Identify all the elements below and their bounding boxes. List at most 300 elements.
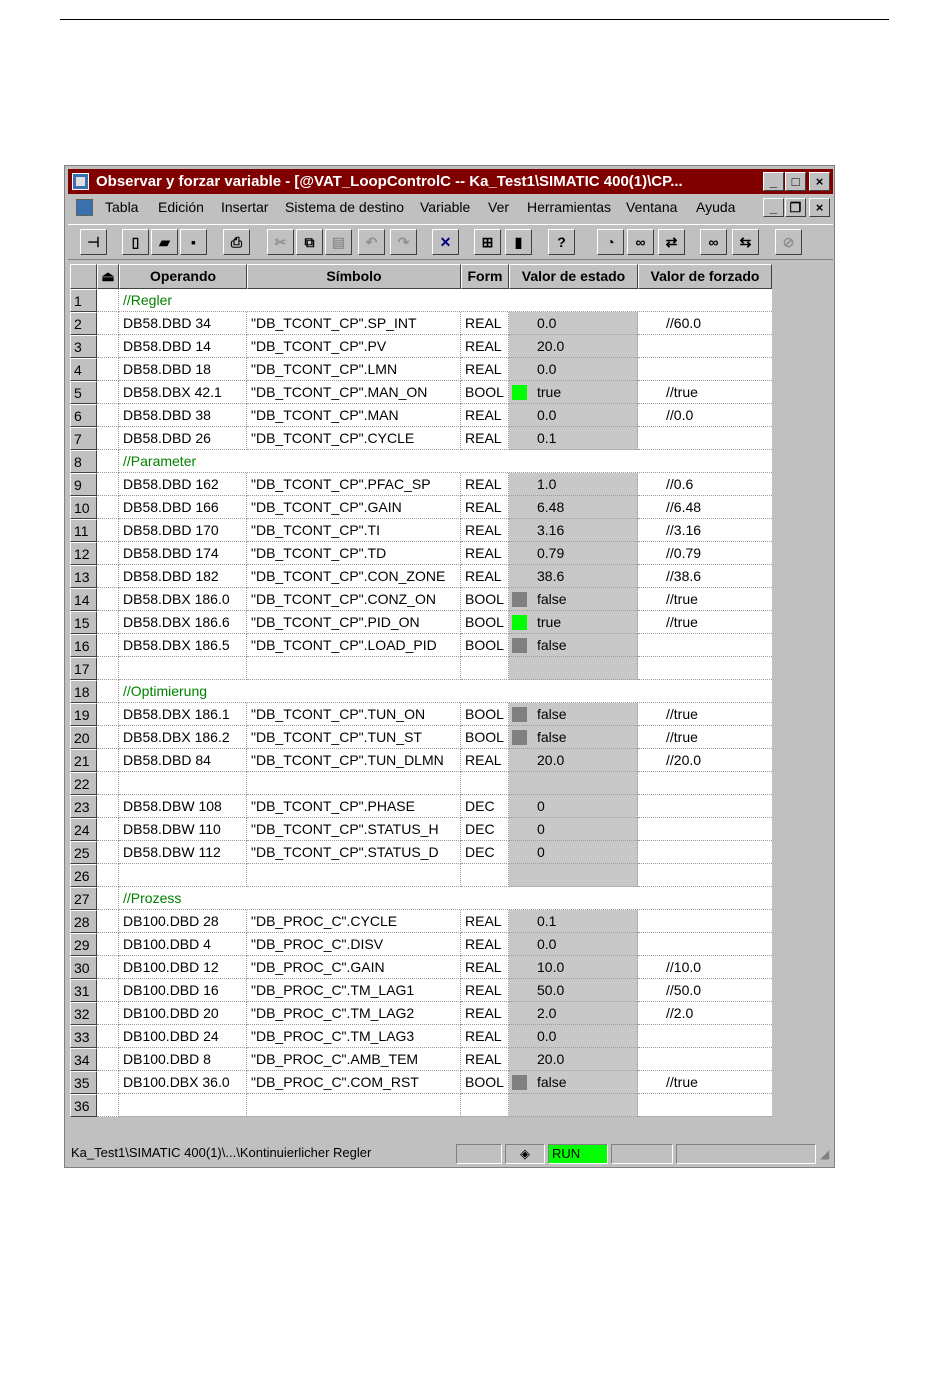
row-selector[interactable] xyxy=(97,289,119,312)
table-row[interactable] xyxy=(70,703,772,726)
doc-minimize-button[interactable]: _ xyxy=(763,198,784,217)
row-selector[interactable] xyxy=(97,887,119,910)
row-number[interactable]: 2 xyxy=(70,312,97,335)
operand-cell[interactable]: DB58.DBX 186.5 xyxy=(119,634,247,657)
row-number[interactable]: 8 xyxy=(70,450,97,473)
force-value-cell[interactable]: //true xyxy=(638,611,772,634)
row-selector[interactable] xyxy=(97,450,119,473)
row-number[interactable]: 15 xyxy=(70,611,97,634)
row-number[interactable]: 34 xyxy=(70,1048,97,1071)
row-comment[interactable]: //Regler xyxy=(119,289,772,312)
row-selector[interactable] xyxy=(97,979,119,1002)
force-value-cell[interactable]: //true xyxy=(638,703,772,726)
row-comment[interactable]: //Parameter xyxy=(119,450,772,473)
symbol-cell[interactable]: "DB_TCONT_CP".TUN_ON xyxy=(247,703,461,726)
force-value-cell[interactable] xyxy=(638,335,772,358)
symbol-cell[interactable] xyxy=(247,772,461,795)
operand-cell[interactable]: DB58.DBW 110 xyxy=(119,818,247,841)
operand-cell[interactable]: DB58.DBW 112 xyxy=(119,841,247,864)
row-selector[interactable] xyxy=(97,404,119,427)
copy-icon[interactable]: ⧉ xyxy=(296,229,323,255)
table-row[interactable] xyxy=(70,611,772,634)
row-number[interactable]: 36 xyxy=(70,1094,97,1117)
undo-icon[interactable]: ↶ xyxy=(358,229,385,255)
operand-cell[interactable] xyxy=(119,772,247,795)
operand-cell[interactable]: DB58.DBX 186.0 xyxy=(119,588,247,611)
symbol-cell[interactable]: "DB_PROC_C".AMB_TEM xyxy=(247,1048,461,1071)
table-row[interactable] xyxy=(70,749,772,772)
row-selector[interactable] xyxy=(97,381,119,404)
force-value-cell[interactable]: //38.6 xyxy=(638,565,772,588)
format-cell[interactable]: REAL xyxy=(461,910,509,933)
force-value-cell[interactable] xyxy=(638,1025,772,1048)
new-file-icon[interactable]: ▯ xyxy=(122,229,149,255)
table-row[interactable] xyxy=(70,910,772,933)
row-selector[interactable] xyxy=(97,956,119,979)
status-value-cell xyxy=(509,657,638,680)
force-value-cell[interactable]: //0.0 xyxy=(638,404,772,427)
format-cell[interactable]: DEC xyxy=(461,795,509,818)
format-cell[interactable]: BOOL xyxy=(461,611,509,634)
header-format[interactable]: Form xyxy=(461,264,509,289)
header-status-value[interactable]: Valor de estado xyxy=(509,264,638,289)
row-comment[interactable]: //Optimierung xyxy=(119,680,772,703)
format-cell[interactable]: REAL xyxy=(461,473,509,496)
operand-cell[interactable] xyxy=(119,657,247,680)
force-value-cell[interactable] xyxy=(638,657,772,680)
menu-edicion[interactable]: Edición xyxy=(158,199,204,215)
table-row[interactable] xyxy=(70,542,772,565)
row-number[interactable]: 22 xyxy=(70,772,97,795)
row-number[interactable]: 33 xyxy=(70,1025,97,1048)
row-number[interactable]: 9 xyxy=(70,473,97,496)
symbol-cell[interactable]: "DB_TCONT_CP".MAN_ON xyxy=(247,381,461,404)
operand-cell[interactable]: DB58.DBD 162 xyxy=(119,473,247,496)
table-row[interactable] xyxy=(70,519,772,542)
symbol-cell[interactable] xyxy=(247,657,461,680)
force-value-cell[interactable] xyxy=(638,795,772,818)
symbol-cell[interactable]: "DB_PROC_C".GAIN xyxy=(247,956,461,979)
force-value-cell[interactable]: //10.0 xyxy=(638,956,772,979)
force-value-cell[interactable]: //6.48 xyxy=(638,496,772,519)
symbol-cell[interactable]: "DB_TCONT_CP".TUN_DLMN xyxy=(247,749,461,772)
symbol-cell[interactable]: "DB_PROC_C".COM_RST xyxy=(247,1071,461,1094)
operand-cell[interactable] xyxy=(119,1094,247,1117)
toolbar xyxy=(68,224,833,260)
operand-cell[interactable]: DB58.DBD 182 xyxy=(119,565,247,588)
row-selector[interactable] xyxy=(97,496,119,519)
row-selector[interactable] xyxy=(97,427,119,450)
save-icon[interactable]: ▪ xyxy=(180,229,207,255)
row-number[interactable]: 11 xyxy=(70,519,97,542)
format-cell[interactable]: REAL xyxy=(461,749,509,772)
operand-cell[interactable]: DB58.DBD 84 xyxy=(119,749,247,772)
menu-variable[interactable]: Variable xyxy=(420,199,471,215)
operand-cell[interactable]: DB58.DBD 34 xyxy=(119,312,247,335)
operand-cell[interactable]: DB58.DBX 186.6 xyxy=(119,611,247,634)
row-selector[interactable] xyxy=(97,1025,119,1048)
format-cell[interactable]: DEC xyxy=(461,818,509,841)
pin-icon[interactable]: ⊣ xyxy=(80,229,107,255)
format-cell[interactable]: REAL xyxy=(461,565,509,588)
symbol-cell[interactable]: "DB_TCONT_CP".PFAC_SP xyxy=(247,473,461,496)
symbol-cell[interactable]: "DB_TCONT_CP".TUN_ST xyxy=(247,726,461,749)
operand-cell[interactable]: DB58.DBD 14 xyxy=(119,335,247,358)
format-cell[interactable] xyxy=(461,1094,509,1117)
format-cell[interactable]: REAL xyxy=(461,956,509,979)
symbol-cell[interactable]: "DB_TCONT_CP".CYCLE xyxy=(247,427,461,450)
force-value-cell[interactable] xyxy=(638,1094,772,1117)
close-button[interactable]: × xyxy=(809,172,830,191)
force-value-cell[interactable] xyxy=(638,818,772,841)
menu-sistema-de-destino[interactable]: Sistema de destino xyxy=(285,199,405,215)
status-value-cell: 38.6 xyxy=(509,565,638,588)
row-number[interactable]: 27 xyxy=(70,887,97,910)
redo-icon[interactable]: ↷ xyxy=(390,229,417,255)
format-cell[interactable]: REAL xyxy=(461,519,509,542)
bool-state-indicator xyxy=(512,730,527,745)
force-icon[interactable]: ⇆ xyxy=(732,229,759,255)
row-selector[interactable] xyxy=(97,312,119,335)
symbol-cell[interactable]: "DB_PROC_C".TM_LAG2 xyxy=(247,1002,461,1025)
app-icon xyxy=(72,173,89,190)
status-value-cell: true xyxy=(509,611,638,634)
format-cell[interactable] xyxy=(461,772,509,795)
status-value-cell xyxy=(509,1094,638,1117)
operand-cell[interactable]: DB58.DBW 108 xyxy=(119,795,247,818)
symbol-cell[interactable]: "DB_TCONT_CP".STATUS_D xyxy=(247,841,461,864)
format-cell[interactable]: BOOL xyxy=(461,1071,509,1094)
format-cell[interactable]: REAL xyxy=(461,358,509,381)
symbol-cell[interactable]: "DB_TCONT_CP".GAIN xyxy=(247,496,461,519)
symbol-cell[interactable] xyxy=(247,864,461,887)
glasses-icon[interactable]: ∞ xyxy=(627,229,654,255)
format-cell[interactable]: BOOL xyxy=(461,703,509,726)
symbol-cell[interactable] xyxy=(247,1094,461,1117)
row-number[interactable]: 25 xyxy=(70,841,97,864)
symbol-cell[interactable]: "DB_PROC_C".TM_LAG3 xyxy=(247,1025,461,1048)
symbol-cell[interactable]: "DB_TCONT_CP".MAN xyxy=(247,404,461,427)
force-value-cell[interactable]: //true xyxy=(638,381,772,404)
table-row[interactable] xyxy=(70,289,772,312)
row-selector[interactable] xyxy=(97,542,119,565)
operand-cell[interactable] xyxy=(119,864,247,887)
symbol-cell[interactable]: "DB_PROC_C".CYCLE xyxy=(247,910,461,933)
row-selector[interactable] xyxy=(97,473,119,496)
status-bar xyxy=(68,1143,833,1165)
status-value-cell: false xyxy=(509,1071,638,1094)
format-cell[interactable]: BOOL xyxy=(461,726,509,749)
operand-cell[interactable]: DB58.DBX 186.1 xyxy=(119,703,247,726)
table-row[interactable] xyxy=(70,933,772,956)
row-selector[interactable] xyxy=(97,588,119,611)
format-cell[interactable]: REAL xyxy=(461,1048,509,1071)
row-number[interactable]: 26 xyxy=(70,864,97,887)
row-selector[interactable] xyxy=(97,519,119,542)
row-number[interactable]: 12 xyxy=(70,542,97,565)
force-value-cell[interactable] xyxy=(638,1048,772,1071)
table-row[interactable] xyxy=(70,841,772,864)
format-cell[interactable]: REAL xyxy=(461,933,509,956)
variable-table xyxy=(70,264,772,1116)
format-cell[interactable]: REAL xyxy=(461,312,509,335)
row-number[interactable]: 17 xyxy=(70,657,97,680)
row-selector[interactable] xyxy=(97,657,119,680)
symbol-cell[interactable]: "DB_TCONT_CP".LOAD_PID xyxy=(247,634,461,657)
table-row[interactable] xyxy=(70,680,772,703)
row-number[interactable]: 29 xyxy=(70,933,97,956)
doc-close-button[interactable]: × xyxy=(809,198,830,217)
format-cell[interactable]: DEC xyxy=(461,841,509,864)
force-value-cell[interactable] xyxy=(638,634,772,657)
row-number[interactable]: 19 xyxy=(70,703,97,726)
force-value-cell[interactable]: //2.0 xyxy=(638,1002,772,1025)
row-number[interactable]: 21 xyxy=(70,749,97,772)
row-selector[interactable] xyxy=(97,933,119,956)
symbol-cell[interactable]: "DB_PROC_C".DISV xyxy=(247,933,461,956)
network-icon[interactable]: ⊞ xyxy=(474,229,501,255)
format-cell[interactable]: REAL xyxy=(461,979,509,1002)
row-selector[interactable] xyxy=(97,795,119,818)
table-row[interactable] xyxy=(70,726,772,749)
table-row[interactable] xyxy=(70,450,772,473)
format-cell[interactable]: BOOL xyxy=(461,588,509,611)
operand-cell[interactable]: DB100.DBX 36.0 xyxy=(119,1071,247,1094)
row-number[interactable]: 31 xyxy=(70,979,97,1002)
row-number[interactable]: 14 xyxy=(70,588,97,611)
maximize-button[interactable]: □ xyxy=(785,172,806,191)
menu-ventana[interactable]: Ventana xyxy=(626,199,678,215)
menu-herramientas[interactable]: Herramientas xyxy=(527,199,612,215)
symbol-cell[interactable]: "DB_TCONT_CP".TD xyxy=(247,542,461,565)
row-selector[interactable] xyxy=(97,818,119,841)
force-value-cell[interactable]: //20.0 xyxy=(638,749,772,772)
table-row[interactable] xyxy=(70,1094,772,1117)
format-cell[interactable]: REAL xyxy=(461,542,509,565)
format-cell[interactable]: REAL xyxy=(461,496,509,519)
row-selector[interactable] xyxy=(97,335,119,358)
trigger-icon[interactable]: ⇄ xyxy=(658,229,685,255)
operand-cell[interactable]: DB100.DBD 24 xyxy=(119,1025,247,1048)
format-cell[interactable]: REAL xyxy=(461,1002,509,1025)
monitor-value-icon[interactable]: ∞ xyxy=(700,229,727,255)
table-row[interactable] xyxy=(70,818,772,841)
force-value-cell[interactable] xyxy=(638,772,772,795)
resize-grip-icon[interactable]: ◢ xyxy=(820,1147,830,1161)
cut-icon[interactable]: ✂ xyxy=(267,229,294,255)
row-selector[interactable] xyxy=(97,358,119,381)
operand-cell[interactable]: DB100.DBD 4 xyxy=(119,933,247,956)
force-value-cell[interactable]: //true xyxy=(638,1071,772,1094)
paste-icon[interactable]: ▤ xyxy=(325,229,352,255)
symbol-cell[interactable]: "DB_TCONT_CP".CON_ZONE xyxy=(247,565,461,588)
table-row[interactable] xyxy=(70,335,772,358)
format-cell[interactable]: REAL xyxy=(461,404,509,427)
table-row[interactable] xyxy=(70,634,772,657)
row-number[interactable]: 7 xyxy=(70,427,97,450)
delete-icon[interactable]: ✕ xyxy=(432,229,459,255)
operand-cell[interactable]: DB100.DBD 20 xyxy=(119,1002,247,1025)
row-number[interactable]: 35 xyxy=(70,1071,97,1094)
operand-cell[interactable]: DB100.DBD 8 xyxy=(119,1048,247,1071)
row-number[interactable]: 13 xyxy=(70,565,97,588)
symbol-cell[interactable]: "DB_TCONT_CP".LMN xyxy=(247,358,461,381)
operand-cell[interactable]: DB58.DBX 186.2 xyxy=(119,726,247,749)
symbol-cell[interactable]: "DB_TCONT_CP".TI xyxy=(247,519,461,542)
symbol-cell[interactable]: "DB_TCONT_CP".STATUS_H xyxy=(247,818,461,841)
row-selector[interactable] xyxy=(97,864,119,887)
table-row[interactable] xyxy=(70,473,772,496)
row-selector[interactable] xyxy=(97,611,119,634)
symbol-cell[interactable]: "DB_TCONT_CP".PID_ON xyxy=(247,611,461,634)
row-number[interactable]: 5 xyxy=(70,381,97,404)
force-off-icon[interactable]: ⊘ xyxy=(775,229,802,255)
operand-cell[interactable]: DB58.DBD 18 xyxy=(119,358,247,381)
header-operand[interactable]: Operando xyxy=(119,264,247,289)
format-cell[interactable]: BOOL xyxy=(461,634,509,657)
table-row[interactable] xyxy=(70,1002,772,1025)
open-folder-icon[interactable]: ▰ xyxy=(151,229,178,255)
force-value-cell[interactable] xyxy=(638,427,772,450)
symbol-cell[interactable]: "DB_TCONT_CP".PHASE xyxy=(247,795,461,818)
table-row[interactable] xyxy=(70,404,772,427)
status-value-cell: 20.0 xyxy=(509,1048,638,1071)
row-selector[interactable] xyxy=(97,1071,119,1094)
row-selector[interactable] xyxy=(97,1002,119,1025)
header-force-value[interactable]: Valor de forzado xyxy=(638,264,772,289)
force-value-cell[interactable] xyxy=(638,841,772,864)
table-row[interactable] xyxy=(70,795,772,818)
row-number[interactable]: 6 xyxy=(70,404,97,427)
symbol-cell[interactable]: "DB_TCONT_CP".CONZ_ON xyxy=(247,588,461,611)
row-selector[interactable] xyxy=(97,772,119,795)
operand-cell[interactable]: DB58.DBD 170 xyxy=(119,519,247,542)
table-row[interactable] xyxy=(70,657,772,680)
row-number[interactable]: 28 xyxy=(70,910,97,933)
symbol-cell[interactable]: "DB_TCONT_CP".SP_INT xyxy=(247,312,461,335)
table-row[interactable] xyxy=(70,358,772,381)
row-number[interactable]: 20 xyxy=(70,726,97,749)
force-value-cell[interactable]: //0.6 xyxy=(638,473,772,496)
table-row[interactable] xyxy=(70,956,772,979)
row-number[interactable]: 1 xyxy=(70,289,97,312)
table-row[interactable] xyxy=(70,772,772,795)
table-row[interactable] xyxy=(70,381,772,404)
force-value-cell[interactable]: //60.0 xyxy=(638,312,772,335)
force-value-cell[interactable]: //3.16 xyxy=(638,519,772,542)
force-value-cell[interactable] xyxy=(638,864,772,887)
force-value-cell[interactable] xyxy=(638,910,772,933)
help-pointer-icon[interactable]: ? xyxy=(548,229,575,255)
force-value-cell[interactable]: //50.0 xyxy=(638,979,772,1002)
format-cell[interactable] xyxy=(461,657,509,680)
row-number[interactable]: 24 xyxy=(70,818,97,841)
operand-cell[interactable]: DB58.DBD 166 xyxy=(119,496,247,519)
format-cell[interactable] xyxy=(461,864,509,887)
row-selector[interactable] xyxy=(97,726,119,749)
status-field-3 xyxy=(676,1144,816,1164)
menu-insertar[interactable]: Insertar xyxy=(221,199,269,215)
table-row[interactable] xyxy=(70,864,772,887)
symbol-cell[interactable]: "DB_TCONT_CP".PV xyxy=(247,335,461,358)
format-cell[interactable]: BOOL xyxy=(461,381,509,404)
format-cell[interactable]: REAL xyxy=(461,427,509,450)
status-value-cell: 0.79 xyxy=(509,542,638,565)
row-selector[interactable] xyxy=(97,841,119,864)
print-icon[interactable]: ⎙ xyxy=(223,229,250,255)
row-number[interactable]: 18 xyxy=(70,680,97,703)
table-row[interactable] xyxy=(70,312,772,335)
table-row[interactable] xyxy=(70,887,772,910)
row-number[interactable]: 3 xyxy=(70,335,97,358)
force-value-cell[interactable] xyxy=(638,933,772,956)
row-number[interactable]: 16 xyxy=(70,634,97,657)
row-number[interactable]: 23 xyxy=(70,795,97,818)
symbol-cell[interactable]: "DB_PROC_C".TM_LAG1 xyxy=(247,979,461,1002)
operand-cell[interactable]: DB58.DBD 26 xyxy=(119,427,247,450)
operand-cell[interactable]: DB100.DBD 16 xyxy=(119,979,247,1002)
table-row[interactable] xyxy=(70,1048,772,1071)
row-number[interactable]: 30 xyxy=(70,956,97,979)
table-row[interactable] xyxy=(70,1071,772,1094)
table-row[interactable] xyxy=(70,496,772,519)
table-row[interactable] xyxy=(70,565,772,588)
row-selector[interactable] xyxy=(97,749,119,772)
operand-cell[interactable]: DB100.DBD 28 xyxy=(119,910,247,933)
status-value-cell: 20.0 xyxy=(509,749,638,772)
doc-restore-button[interactable]: ❐ xyxy=(785,198,806,217)
table-row[interactable] xyxy=(70,1025,772,1048)
eject-icon[interactable]: ⏏ xyxy=(97,264,119,289)
operand-cell[interactable]: DB58.DBD 174 xyxy=(119,542,247,565)
document-icon[interactable] xyxy=(76,199,93,216)
format-cell[interactable]: REAL xyxy=(461,1025,509,1048)
menu-tabla[interactable]: Tabla xyxy=(105,199,139,215)
table-row[interactable] xyxy=(70,427,772,450)
force-value-cell[interactable]: //true xyxy=(638,726,772,749)
force-value-cell[interactable] xyxy=(638,358,772,381)
force-value-cell[interactable]: //true xyxy=(638,588,772,611)
row-number[interactable]: 4 xyxy=(70,358,97,381)
row-selector[interactable] xyxy=(97,910,119,933)
menu-ayuda[interactable]: Ayuda xyxy=(696,199,736,215)
row-number[interactable]: 10 xyxy=(70,496,97,519)
menu-ver[interactable]: Ver xyxy=(488,199,510,215)
monitor-icon[interactable]: ◔ xyxy=(597,229,624,255)
table-row[interactable] xyxy=(70,979,772,1002)
row-comment[interactable]: //Prozess xyxy=(119,887,772,910)
operand-cell[interactable]: DB58.DBD 38 xyxy=(119,404,247,427)
row-selector[interactable] xyxy=(97,703,119,726)
status-value-cell: 6.48 xyxy=(509,496,638,519)
format-cell[interactable]: REAL xyxy=(461,335,509,358)
minimize-button[interactable]: _ xyxy=(763,172,784,191)
row-selector[interactable] xyxy=(97,1094,119,1117)
row-selector[interactable] xyxy=(97,1048,119,1071)
operand-cell[interactable]: DB100.DBD 12 xyxy=(119,956,247,979)
bool-state-indicator xyxy=(512,592,527,607)
table-row[interactable] xyxy=(70,588,772,611)
operand-cell[interactable]: DB58.DBX 42.1 xyxy=(119,381,247,404)
row-number[interactable]: 32 xyxy=(70,1002,97,1025)
row-selector[interactable] xyxy=(97,680,119,703)
status-field-2 xyxy=(611,1144,673,1164)
force-value-cell[interactable]: //0.79 xyxy=(638,542,772,565)
cpu-icon[interactable]: ▮ xyxy=(505,229,532,255)
row-selector[interactable] xyxy=(97,565,119,588)
header-symbol[interactable]: Símbolo xyxy=(247,264,461,289)
row-selector[interactable] xyxy=(97,634,119,657)
